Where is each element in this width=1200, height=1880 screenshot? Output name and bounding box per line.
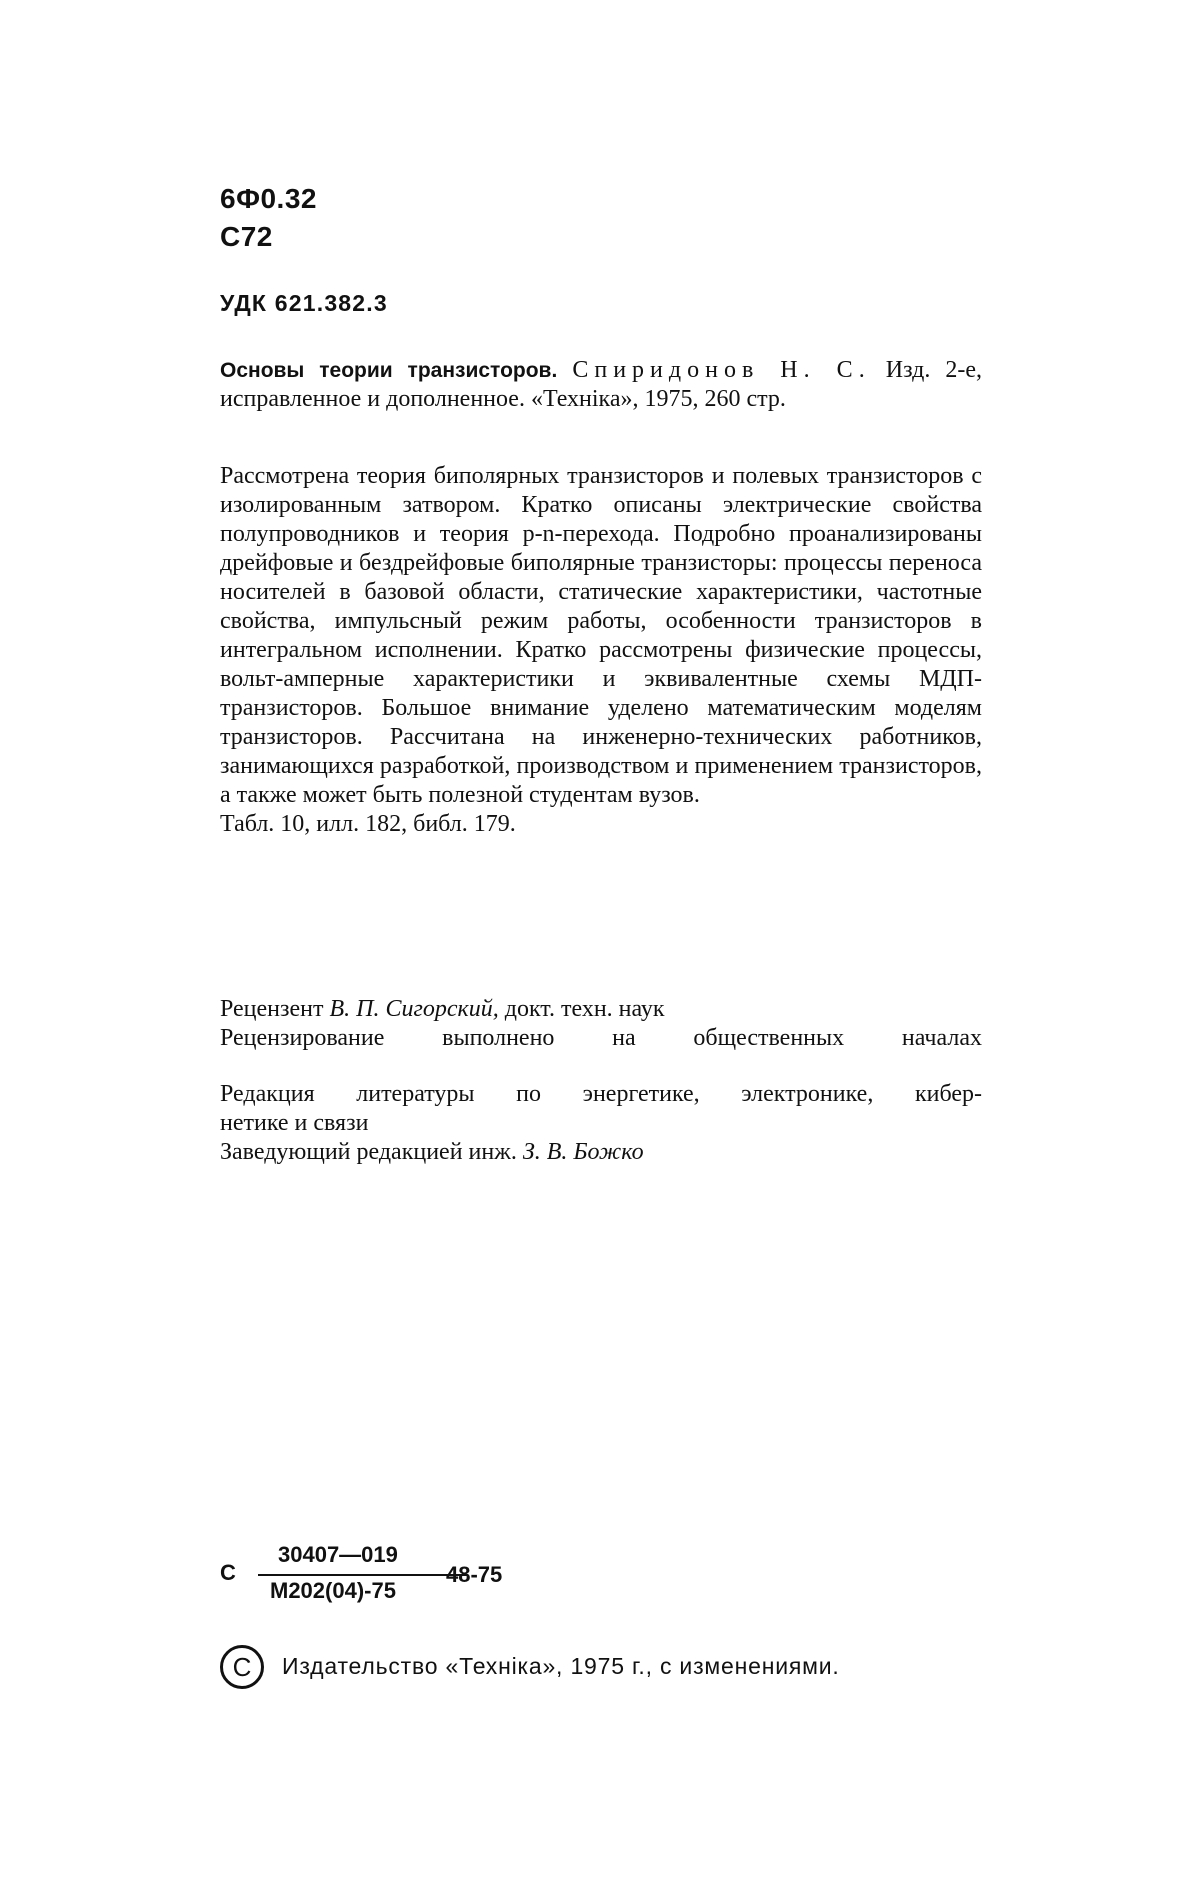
bbk-code: 6Ф0.32	[220, 183, 317, 214]
reviewer-line	[220, 995, 982, 1024]
book-edition: Изд. 2-е, исправленное и дополненное. «Техніка», 1975, 260 стр.	[220, 357, 983, 412]
abstract	[220, 462, 982, 839]
fraction-line	[258, 1574, 468, 1576]
udk-code: УДК 621.382.3	[220, 290, 388, 316]
bibliographic-description	[220, 356, 982, 414]
reviewer-name: В. П. Сигорский,	[329, 996, 499, 1022]
reviewer-prefix: Рецензент	[220, 996, 324, 1022]
reviewer-info	[220, 995, 982, 1053]
classification-codes	[220, 180, 317, 256]
editorial-info	[220, 1080, 982, 1167]
editor-line	[220, 1138, 982, 1167]
abstract-text: Рассмотрена теория биполярных транзисторов и полевых транзисторов с изолированным затвором. Кратко описаны электрические свойства полупроводников и теория p-n-перехода. Подробно проанализированы дрейфовые и бездрейфовые биполярные транзисторы: процессы переноса носителей в базовой области, статические характеристики, частотные свойства, импульсный режим работы, особенности транзисторов в интегральном исполнении. Кратко рассмотрены физические процессы, вольт-амперные характеристики и эквивалентные схемы МДП-транзисторов. Большое внимание уделено математическим моделям транзисторов. Рассчитана на инженерно-технических работников, занимающихся разработкой, производством и применением транзисторов, а также может быть полезной студентам вузов.	[220, 463, 982, 808]
code-denominator: М202(04)-75	[270, 1578, 396, 1603]
book-title: Основы теории транзисторов.	[220, 359, 558, 382]
copyright-text: Издательство «Техніка», 1975 г., с изменениями.	[282, 1653, 840, 1679]
editorial-line-2: нетике и связи	[220, 1110, 369, 1136]
code-numerator: 30407—019	[278, 1542, 398, 1567]
tables-illustrations-count: Табл. 10, илл. 182, библ. 179.	[220, 811, 516, 837]
copyright-icon: C	[220, 1645, 264, 1689]
review-note: Рецензирование выполнено на общественных началах	[220, 1025, 982, 1051]
publishing-code	[220, 1540, 540, 1610]
editor-name: З. В. Божко	[522, 1139, 644, 1165]
code-letter: С	[220, 1560, 236, 1585]
editor-prefix: Заведующий редакцией инж.	[220, 1139, 517, 1165]
reviewer-degree: докт. техн. наук	[504, 996, 665, 1022]
copyright-notice	[220, 1645, 940, 1699]
book-author: Спиридонов Н. С.	[572, 357, 871, 383]
author-mark: С72	[220, 221, 273, 252]
editorial-line-1: Редакция литературы по энергетике, электронике, кибер-	[220, 1081, 982, 1107]
code-suffix: 48-75	[446, 1562, 503, 1587]
